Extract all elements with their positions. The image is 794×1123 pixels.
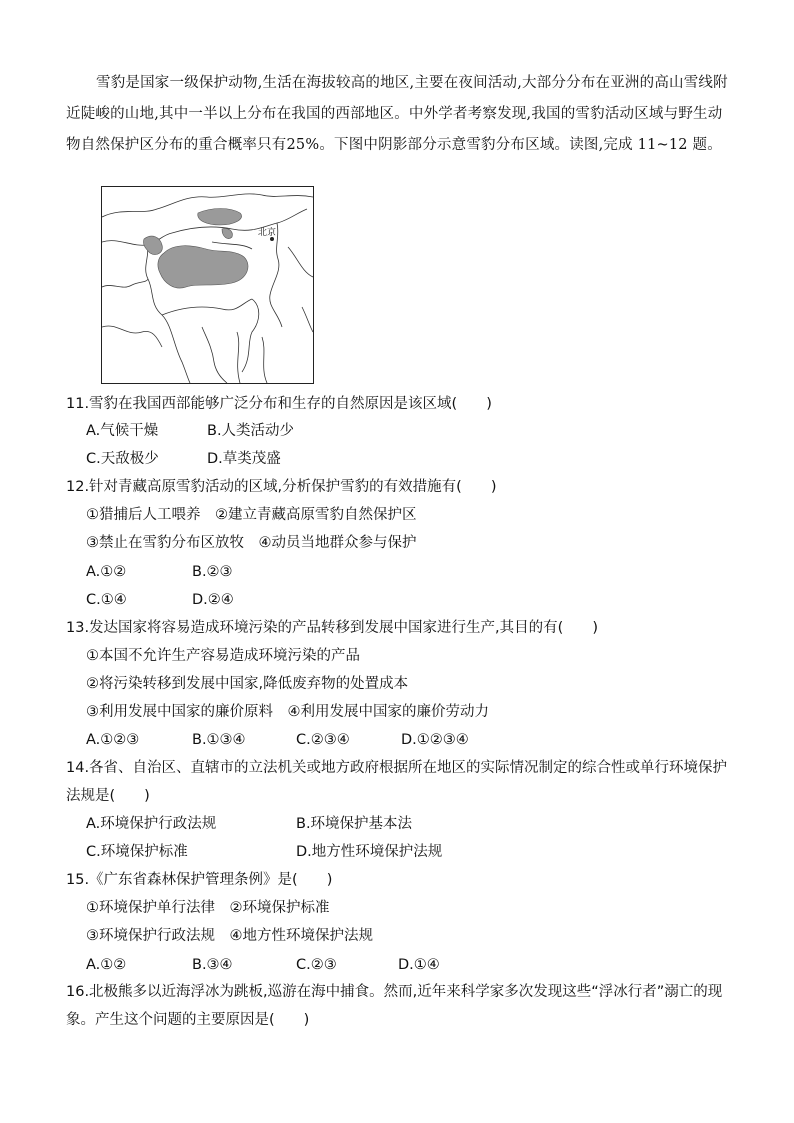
question-14-option-d[interactable]: D.地方性环境保护法规 [296,844,443,860]
question-14-option-b[interactable]: B.环境保护基本法 [296,816,413,832]
question-15-stem: 15.《广东省森林保护管理条例》是( ) [66,872,333,888]
question-13-statement-2: ②将污染转移到发展中国家,降低废弃物的处置成本 [86,676,409,692]
question-15-option-b[interactable]: B.③④ [192,957,233,973]
question-15-statements-line-2: ③环境保护行政法规 ④地方性环境保护法规 [86,928,373,944]
question-16-stem: 16.北极熊多以近海浮冰为跳板,巡游在海中捕食。然而,近年来科学家多次发现这些“浮冰行者”溺亡的现象。产生这个问题的主要原因是( ) [66,984,723,1028]
question-14-option-a[interactable]: A.环境保护行政法规 [86,816,217,832]
intro-paragraph: 雪豹是国家一级保护动物,生活在海拔较高的地区,主要在夜间活动,大部分分布在亚洲的高山雪线附近陡峻的山地,其中一半以上分布在我国的西部地区。中外学者考察发现,我国的雪豹活动区域与野生动物自然保护区分布的重合概率只有25%。下图中阴影部分示意雪豹分布区域。读图,完成 11~12 题。 [66,75,728,153]
question-12-option-b[interactable]: B.②③ [192,564,233,580]
snow-leopard-distribution-map [101,186,314,384]
question-13-option-d[interactable]: D.①②③④ [401,732,469,748]
question-12-stem: 12.针对青藏高原雪豹活动的区域,分析保护雪豹的有效措施有( ) [66,479,497,495]
question-14-option-c[interactable]: C.环境保护标准 [86,844,188,860]
question-11-stem: 11.雪豹在我国西部能够广泛分布和生存的自然原因是该区域( ) [66,396,492,412]
question-12-statements-line-1: ①猎捕后人工喂养 ②建立青藏高原雪豹自然保护区 [86,507,417,523]
question-13-stem: 13.发达国家将容易造成环境污染的产品转移到发展中国家进行生产,其目的有( ) [66,620,598,636]
distribution-shading [143,209,248,289]
question-13-statements-line-3: ③利用发展中国家的廉价原料 ④利用发展中国家的廉价劳动力 [86,704,489,720]
question-11-option-d[interactable]: D.草类茂盛 [207,451,281,467]
question-11-option-c[interactable]: C.天敌极少 [86,451,159,467]
beijing-label: 北京 [258,228,277,238]
question-12-option-c[interactable]: C.①④ [86,592,127,608]
question-14-stem: 14.各省、自治区、直辖市的立法机关或地方政府根据所在地区的实际情况制定的综合性或单行环境保护法规是( ) [66,760,728,804]
question-12-option-a[interactable]: A.①② [86,564,127,580]
question-13-option-c[interactable]: C.②③④ [296,732,350,748]
question-15-option-c[interactable]: C.②③ [296,957,337,973]
map-figure [102,187,313,383]
question-15-option-d[interactable]: D.①④ [398,957,440,973]
question-15-option-a[interactable]: A.①② [86,957,127,973]
question-13-statement-1: ①本国不允许生产容易造成环境污染的产品 [86,648,360,664]
question-12-statements-line-2: ③禁止在雪豹分布区放牧 ④动员当地群众参与保护 [86,535,417,551]
question-13-option-a[interactable]: A.①②③ [86,732,140,748]
question-12-option-d[interactable]: D.②④ [192,592,234,608]
question-11-option-a[interactable]: A.气候干燥 [86,423,159,439]
question-15-statements-line-1: ①环境保护单行法律 ②环境保护标准 [86,900,330,916]
question-13-option-b[interactable]: B.①③④ [192,732,246,748]
question-11-option-b[interactable]: B.人类活动少 [207,423,295,439]
